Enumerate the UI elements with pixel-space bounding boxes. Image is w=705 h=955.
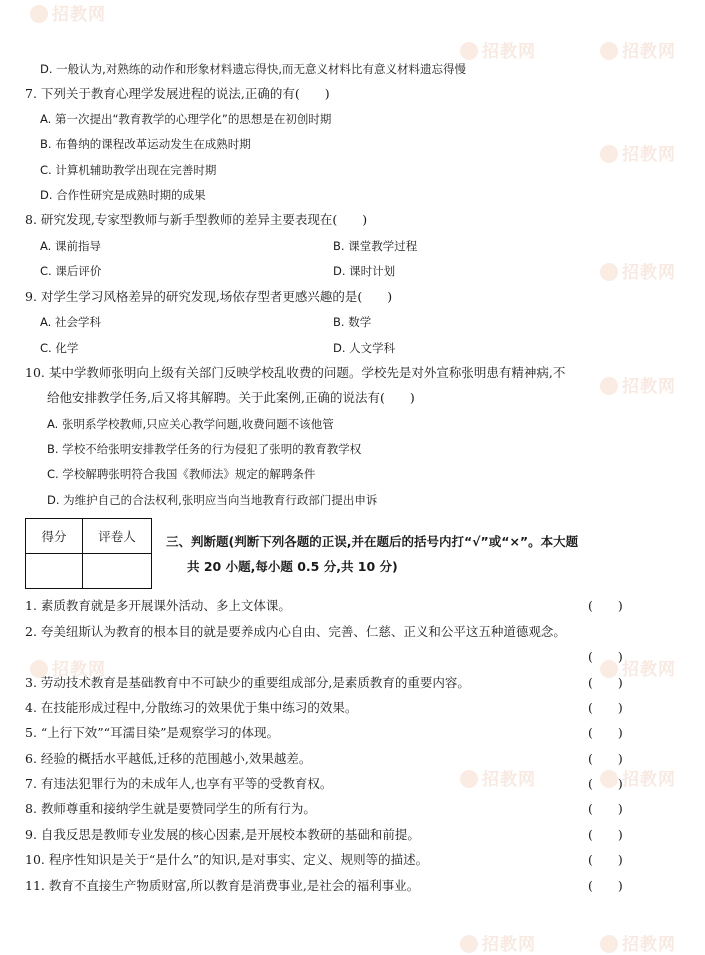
judgment-2: 2. 夸美纽斯认为教育的根本目的就是要养成内心自由、完善、仁慈、正义和公平这五种道德观念。 bbox=[25, 624, 566, 639]
judgment-5: 5. “上行下效”“耳濡目染”是观察学习的体现。 bbox=[25, 725, 279, 740]
score-cell[interactable] bbox=[26, 554, 83, 589]
judgment-3: 3. 劳动技术教育是基础教育中不可缺少的重要组成部分,是素质教育的重要内容。 bbox=[25, 675, 470, 690]
answer-paren-10[interactable]: ( ) bbox=[588, 852, 623, 867]
judgment-7: 7. 有违法犯罪行为的未成年人,也享有平等的受教育权。 bbox=[25, 776, 333, 791]
judgment-1: 1. 素质教育就是多开展课外活动、多上文体课。 bbox=[25, 598, 291, 613]
watermark-logo: 招教网 bbox=[600, 37, 676, 62]
section-3-heading-cont: 共 20 小题,每小题 0.5 分,共 10 分) bbox=[187, 559, 398, 574]
answer-paren-6[interactable]: ( ) bbox=[588, 751, 623, 766]
watermark-logo: 招教网 bbox=[600, 258, 676, 283]
q7-option-d: D. 合作性研究是成熟时期的成果 bbox=[40, 188, 206, 202]
q9-option-b: B. 数学 bbox=[333, 315, 372, 329]
grader-label: 评卷人 bbox=[83, 519, 152, 554]
q8-option-a: A. 课前指导 bbox=[40, 239, 101, 253]
answer-paren-8[interactable]: ( ) bbox=[588, 801, 623, 816]
q9-option-a: A. 社会学科 bbox=[40, 315, 101, 329]
watermark-logo: 招教网 bbox=[600, 655, 676, 680]
section-3-heading: 三、判断题(判断下列各题的正误,并在题后的括号内打“√”或“×”。本大题 bbox=[166, 534, 579, 549]
q8-option-b: B. 课堂教学过程 bbox=[333, 239, 418, 253]
watermark-logo: 招教网 bbox=[600, 930, 676, 955]
q8-option-d: D. 课时计划 bbox=[333, 264, 396, 278]
answer-paren-1[interactable]: ( ) bbox=[588, 598, 623, 613]
q7-stem: 7. 下列关于教育心理学发展进程的说法,正确的有( ) bbox=[25, 86, 330, 101]
watermark-logo: 招教网 bbox=[460, 37, 536, 62]
q9-stem: 9. 对学生学习风格差异的研究发现,场依存型者更感兴趣的是( ) bbox=[25, 289, 393, 304]
q10-option-d: D. 为维护自己的合法权利,张明应当向当地教育行政部门提出申诉 bbox=[47, 493, 378, 507]
watermark-logo: 招教网 bbox=[30, 655, 106, 680]
judgment-11: 11. 教育不直接生产物质财富,所以教育是消费事业,是社会的福利事业。 bbox=[25, 878, 420, 893]
watermark-logo: 招教网 bbox=[600, 765, 676, 790]
judgment-10: 10. 程序性知识是关于“是什么”的知识,是对事实、定义、规则等的描述。 bbox=[25, 852, 429, 867]
answer-paren-11[interactable]: ( ) bbox=[588, 878, 623, 893]
watermark-logo: 招教网 bbox=[600, 372, 676, 397]
answer-paren-3[interactable]: ( ) bbox=[588, 675, 623, 690]
q10-option-a: A. 张明系学校教师,只应关心教学问题,收费问题不该他管 bbox=[47, 417, 334, 431]
answer-paren-4[interactable]: ( ) bbox=[588, 700, 623, 715]
q9-option-d: D. 人文学科 bbox=[333, 341, 396, 355]
answer-paren-9[interactable]: ( ) bbox=[588, 827, 623, 842]
q8-option-c: C. 课后评价 bbox=[40, 264, 102, 278]
q7-option-b: B. 布鲁纳的课程改革运动发生在成熟时期 bbox=[40, 137, 251, 151]
q8-stem: 8. 研究发现,专家型教师与新手型教师的差异主要表现在( ) bbox=[25, 212, 368, 227]
score-label: 得分 bbox=[26, 519, 83, 554]
q10-stem-line2: 给他安排教学任务,后又将其解聘。关于此案例,正确的说法有( ) bbox=[47, 390, 415, 405]
watermark-logo: 招教网 bbox=[30, 0, 106, 25]
judgment-4: 4. 在技能形成过程中,分散练习的效果优于集中练习的效果。 bbox=[25, 700, 358, 715]
answer-paren-5[interactable]: ( ) bbox=[588, 725, 623, 740]
watermark-logo: 招教网 bbox=[460, 765, 536, 790]
q9-option-c: C. 化学 bbox=[40, 341, 79, 355]
judgment-6: 6. 经验的概括水平越低,迁移的范围越小,效果越差。 bbox=[25, 751, 312, 766]
answer-paren-7[interactable]: ( ) bbox=[588, 776, 623, 791]
score-box bbox=[25, 518, 152, 589]
q6-option-d: D. 一般认为,对熟练的动作和形象材料遗忘得快,而无意义材料比有意义材料遗忘得慢 bbox=[40, 62, 466, 76]
q10-option-c: C. 学校解聘张明符合我国《教师法》规定的解聘条件 bbox=[47, 467, 316, 481]
q7-option-c: C. 计算机辅助教学出现在完善时期 bbox=[40, 163, 217, 177]
grader-cell[interactable] bbox=[83, 554, 152, 589]
judgment-9: 9. 自我反思是教师专业发展的核心因素,是开展校本教研的基础和前提。 bbox=[25, 827, 420, 842]
q7-option-a: A. 第一次提出“教育教学的心理学化”的思想是在初创时期 bbox=[40, 112, 332, 126]
judgment-8: 8. 教师尊重和接纳学生就是要赞同学生的所有行为。 bbox=[25, 801, 316, 816]
q10-option-b: B. 学校不给张明安排教学任务的行为侵犯了张明的教育教学权 bbox=[47, 442, 362, 456]
watermark-logo: 招教网 bbox=[460, 930, 536, 955]
answer-paren-2[interactable]: ( ) bbox=[588, 649, 623, 664]
q10-stem-line1: 10. 某中学教师张明向上级有关部门反映学校乱收费的问题。学校先是对外宣称张明患有精神病,不 bbox=[25, 365, 566, 380]
watermark-logo: 招教网 bbox=[600, 140, 676, 165]
